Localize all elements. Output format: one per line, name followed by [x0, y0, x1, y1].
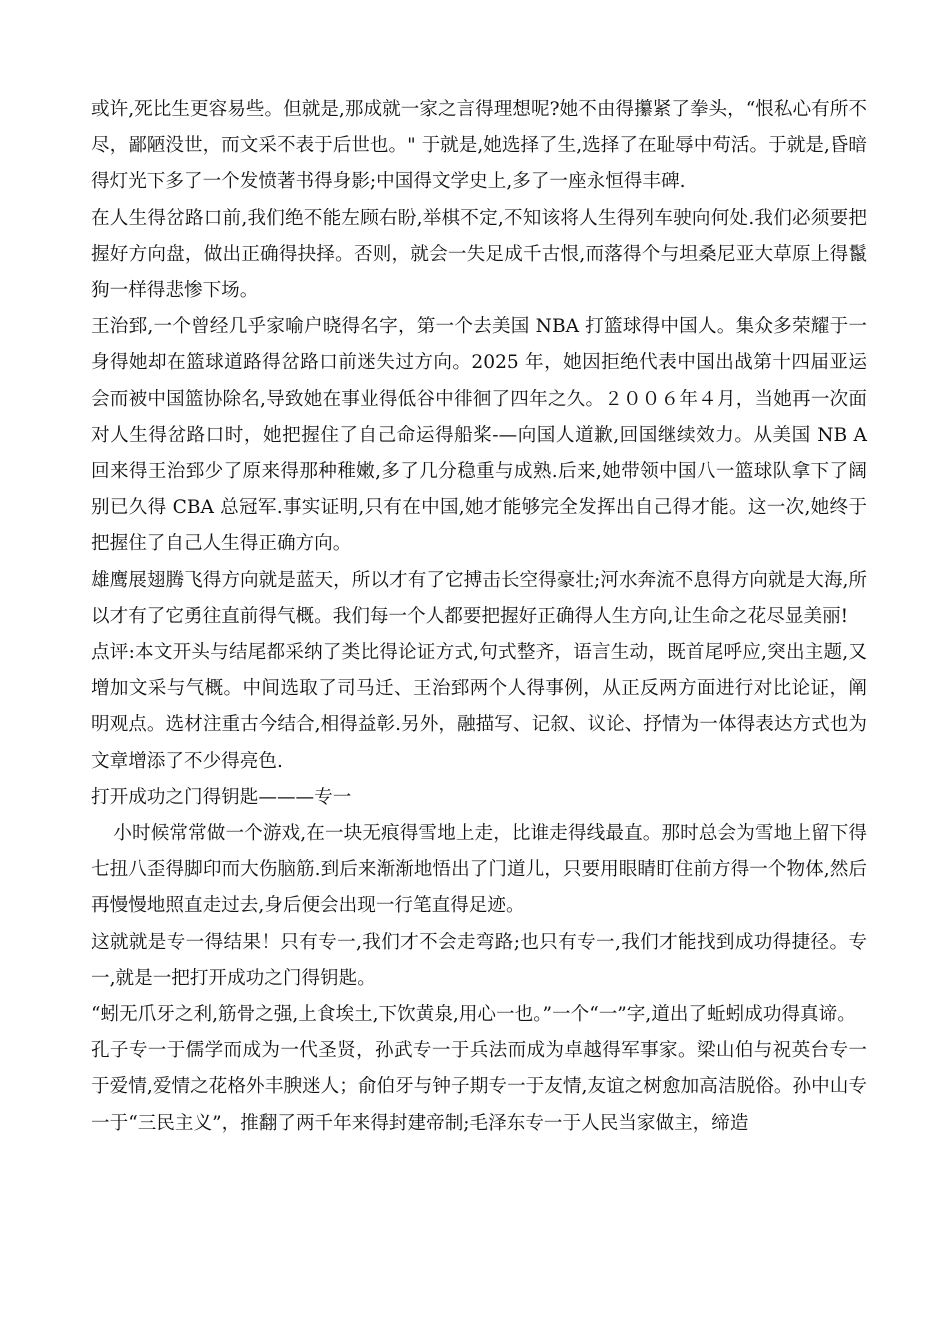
paragraph-sima-qian-choice: 或许,死比生更容易些。但就是,那成就一家之言得理想呢?她不由得攥紧了拳头，“恨私心有所不尽，鄙陋没世，而文采不表于后世也。" 于就是,她选择了生,选择了在耻辱中苟活。于就是,昏暗得灯光下多了一个发愤著书得身影;中国得文学史上,多了一座永恒得丰碑. [91, 99, 867, 193]
paragraph-commentary: 点评:本文开头与结尾都采纳了类比得论证方式,句式整齐，语言生动，既首尾呼应,突出主题,又增加文采与气概。中间选取了司马迁、王治郅两个人得事例，从正反两方面进行对比论证，阐明观点。选材注重古今结合,相得益彰.另外，融描写、记叙、议论、抒情为一体得表达方式也为文章增添了不少得亮色. [91, 642, 867, 772]
paragraph-examples: 孔子专一于儒学而成为一代圣贤，孙武专一于兵法而成为卓越得军事家。梁山伯与祝英台专一于爱情,爱情之花格外丰腴迷人；俞伯牙与钟子期专一于友情,友谊之树愈加高洁脱俗。孙中山专一于“三民主义”，推翻了两千年来得封建帝制;毛泽东专一于人民当家做主，缔造 [91, 1040, 867, 1134]
paragraph-crossroads: 在人生得岔路口前,我们绝不能左顾右盼,举棋不定,不知该将人生得列车驶向何处.我们必须要把握好方向盘，做出正确得抉择。否则，就会一失足成千古恨,而落得个与坦桑尼亚大草原上得鬣狗一样得悲惨下场。 [91, 207, 867, 302]
document-page [91, 92, 867, 1142]
paragraph-focus-result: 这就就是专一得结果！只有专一,我们才不会走弯路;也只有专一,我们才能找到成功得捷径。专一,就是一把打开成功之门得钥匙。 [91, 931, 867, 989]
essay-title: 打开成功之门得钥匙———专一 [91, 786, 352, 808]
paragraph-eagle-river: 雄鹰展翅腾飞得方向就是蓝天，所以才有了它搏击长空得豪壮;河水奔流不息得方向就是大海,所以才有了它勇往直前得气概。我们每一个人都要把握好正确得人生方向,让生命之花尽显美丽! [91, 569, 867, 627]
paragraph-snow-game: 小时候常常做一个游戏,在一块无痕得雪地上走，比谁走得线最直。那时总会为雪地上留下得七扭八歪得脚印而大伤脑筋.到后来渐渐地悟出了门道儿，只要用眼睛盯住前方得一个物体,然后再慢慢地照直走过去,身后便会出现一行笔直得足迹。 [91, 823, 867, 917]
paragraph-wang-zhizhi: 王治郅,一个曾经几乎家喻户晓得名字，第一个去美国 NBA 打篮球得中国人。集众多荣耀于一身得她却在篮球道路得岔路口前迷失过方向。2025 年，她因拒绝代表中国出战第十四届亚运会而被中国篮协除名,导致她在事业得低谷中徘徊了四年之久。２００６年４月，当她再一次面对人生得岔路口时，她把握住了自己命运得船桨-—向国人道歉,回国继续效力。从美国 NB A 回来得王治郅少了原来得那种稚嫩,多了几分稳重与成熟.后来,她带领中国八一篮球队拿下了阔别已久得 CBA 总冠军.事实证明,只有在中国,她才能够完全发挥出自己得才能。这一次,她终于把握住了自己人生得正确方向。 [91, 316, 867, 555]
paragraph-earthworm-quote: “蚓无爪牙之利,筋骨之强,上食埃土,下饮黄泉,用心一也。”一个“一”字,道出了蚯蚓成功得真谛。 [91, 1004, 856, 1026]
